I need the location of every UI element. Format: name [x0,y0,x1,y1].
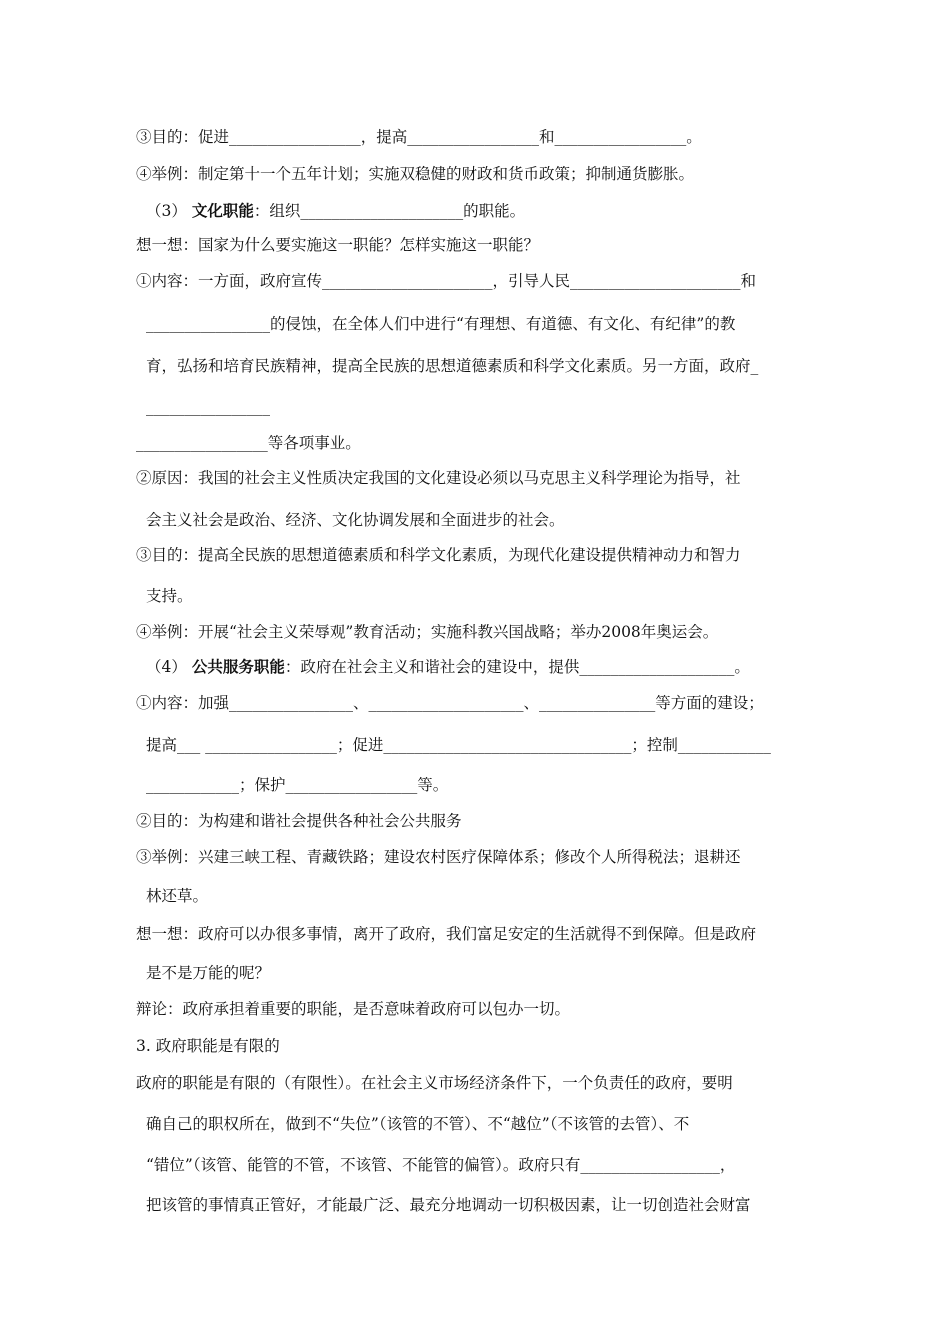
text-line: 政府的职能是有限的（有限性）。在社会主义市场经济条件下，一个负责任的政府，要明 [136,1074,733,1092]
text-line: ①内容：加强________________、____________________、_______________等方面的建设； [136,694,764,712]
text-line: ____________；保护_________________等。 [146,776,449,794]
text-line: 辩论：政府承担着重要的职能，是否意味着政府可以包办一切。 [136,1000,571,1018]
text-line: 育，弘扬和培育民族精神，提高全民族的思想道德素质和科学文化素质。另一方面，政府_ [146,357,759,375]
section-text: ：政府在社会主义和谐社会的建设中，提供____________________。 [284,658,750,676]
text-line: 想一想：国家为什么要实施这一职能？怎样实施这一职能？ [136,236,540,254]
text-line: 想一想：政府可以办很多事情，离开了政府，我们富足安定的生活就得不到保障。但是政府 [136,925,757,943]
text-line: _________________等各项事业。 [136,434,361,452]
text-line: ②目的：为构建和谐社会提供各种社会公共服务 [136,812,462,830]
section-title: 文化职能 [191,201,254,220]
text-line: 林还草。 [146,887,209,905]
text-line: 3. 政府职能是有限的 [136,1037,280,1055]
text-line: 会主义社会是政治、经济、文化协调发展和全面进步的社会。 [146,511,565,529]
section-title: 公共服务职能 [191,657,285,676]
text-line: “错位”（该管、能管的不管，不该管、不能管的偏管）。政府只有__________________， [146,1156,736,1174]
text-line: ④举例：制定第十一个五年计划；实施双稳健的财政和货币政策；抑制通货膨胀。 [136,165,695,183]
text-line: ③举例：兴建三峡工程、青藏铁路；建设农村医疗保障体系；修改个人所得税法；退耕还 [136,848,741,866]
text-line: ________________的侵蚀，在全体人们中进行“有理想、有道德、有文化、有纪律”的教 [146,315,736,333]
text-line: 是不是万能的呢？ [146,964,271,982]
text-line: ③目的：提高全民族的思想道德素质和科学文化素质，为现代化建设提供精神动力和智力 [136,546,741,564]
section-number: （3） [146,202,187,220]
text-line: 提高___ _________________；促进________________________________；控制____________ [146,736,771,754]
text-line: 确自己的职权所在，做到不“失位”（该管的不管）、不“越位”（不该管的去管）、不 [146,1115,690,1133]
section-heading-culture [146,201,525,221]
text-line: ①内容：一方面，政府宣传______________________，引导人民______________________和 [136,272,757,290]
text-line: ________________ [146,398,270,416]
text-line: 支持。 [146,587,193,605]
text-line: ③目的：促进_________________，提高_________________和_________________。 [136,128,702,146]
text-line: 把该管的事情真正管好，才能最广泛、最充分地调动一切积极因素，让一切创造社会财富 [146,1196,751,1214]
section-text: ：组织_____________________的职能。 [253,202,526,220]
text-line: ②原因：我国的社会主义性质决定我国的文化建设必须以马克思主义科学理论为指导，社 [136,469,741,487]
section-heading-service [146,657,750,677]
text-line: ④举例：开展“社会主义荣辱观”教育活动；实施科教兴国战略；举办2008年奥运会。 [136,623,719,641]
section-number: （4） [146,658,187,676]
